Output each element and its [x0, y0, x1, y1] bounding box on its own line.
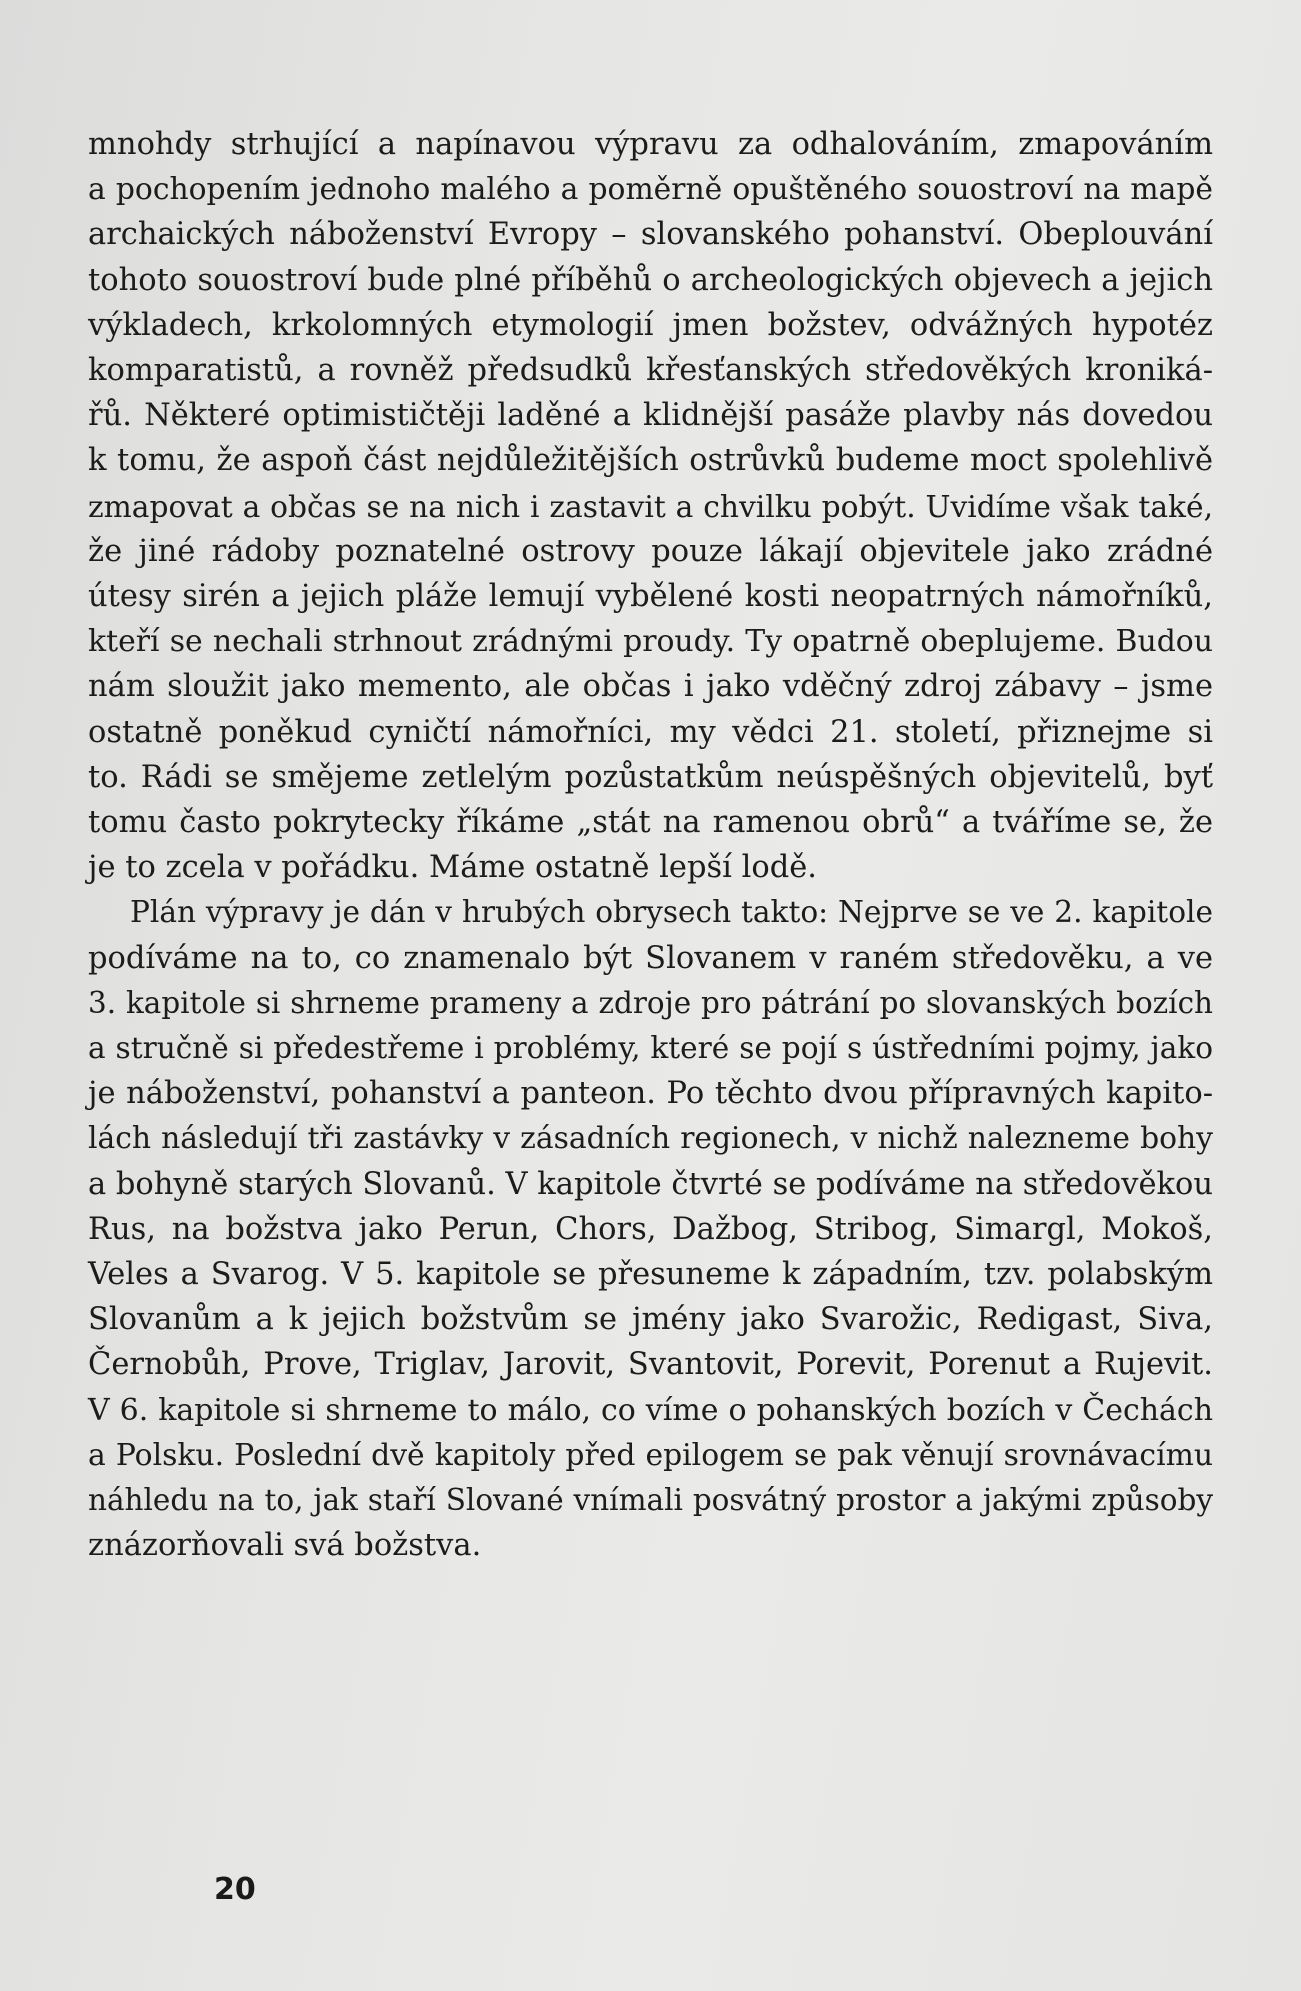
text-line: nám sloužit jako memento, ale občas i jako vděčný zdroj zábavy – jsme [88, 669, 1213, 705]
text-line: řů. Některé optimističtěji laděné a klidnější pasáže plavby nás dovedou [88, 398, 1213, 434]
text-line: komparatistů, a rovněž předsudků křesťanských středověkých kroniká- [88, 353, 1213, 389]
text-line: že jiné rádoby poznatelné ostrovy pouze lákají objevitele jako zrádné [88, 533, 1213, 569]
text-line: Veles a Svarog. V 5. kapitole se přesuneme k západním, tzv. polabským [88, 1257, 1213, 1293]
paragraph-2 [88, 890, 1213, 1568]
text-line: Černobůh, Prove, Triglav, Jarovit, Svantovit, Porevit, Porenut a Rujevit. [88, 1347, 1213, 1383]
text-line: kteří se nechali strhnout zrádnými proudy. Ty opatrně obeplujeme. Budou [88, 624, 1213, 660]
text-line: Plán výpravy je dán v hrubých obrysech takto: Nejprve se ve 2. kapitole [130, 895, 1213, 930]
page-number: 20 [214, 1872, 256, 1907]
body-text [88, 122, 1213, 1569]
text-line: je náboženství, pohanství a panteon. Po těchto dvou přípravných kapito- [88, 1076, 1213, 1112]
text-line: útesy sirén a jejich pláže lemují vybělené kosti neopatrných námořníků, [88, 579, 1213, 615]
paragraph-1 [88, 122, 1213, 890]
text-line: V 6. kapitole si shrneme to málo, co víme o pohanských bozích v Čechách [88, 1392, 1213, 1428]
text-line: je to zcela v pořádku. Máme ostatně lepší lodě. [88, 850, 817, 886]
text-line: a stručně si předestřeme i problémy, které se pojí s ústředními pojmy, jako [88, 1031, 1213, 1066]
text-line: mnohdy strhující a napínavou výpravu za odhalováním, zmapováním [88, 127, 1213, 162]
text-line: a bohyně starých Slovanů. V kapitole čtvrté se podíváme na středověkou [88, 1166, 1213, 1202]
text-line: k tomu, že aspoň část nejdůležitějších ostrůvků budeme moct spolehlivě [88, 443, 1213, 479]
text-line: Rus, na božstva jako Perun, Chors, Dažbog, Stribog, Simargl, Mokoš, [88, 1211, 1213, 1247]
text-line: to. Rádi se smějeme zetlelým pozůstatkům neúspěšných objevitelů, byť [88, 759, 1213, 795]
text-line: lách následují tři zastávky v zásadních regionech, v nichž nalezneme bohy [88, 1121, 1213, 1157]
text-line: archaických náboženství Evropy – slovanského pohanství. Obeplouvání [88, 217, 1213, 253]
text-line: podíváme na to, co znamenalo být Slovanem v raném středověku, a ve [88, 940, 1213, 976]
text-line: zmapovat a občas se na nich i zastavit a chvilku pobýt. Uvidíme však také, [88, 488, 1213, 524]
text-line: a pochopením jednoho malého a poměrně opuštěného souostroví na mapě [88, 172, 1213, 208]
text-line: náhledu na to, jak staří Slované vnímali posvátný prostor a jakými způsoby [88, 1483, 1213, 1518]
text-line: tohoto souostroví bude plné příběhů o archeologických objevech a jejich [88, 262, 1213, 298]
text-line: výkladech, krkolomných etymologií jmen božstev, odvážných hypotéz [88, 307, 1213, 343]
text-line: Slovanům a k jejich božstvům se jmény jako Svarožic, Redigast, Siva, [88, 1302, 1213, 1338]
text-line: tomu často pokrytecky říkáme „stát na ramenou obrů“ a tváříme se, že [88, 805, 1213, 841]
text-line: a Polsku. Poslední dvě kapitoly před epilogem se pak věnují srovnávacímu [88, 1437, 1213, 1473]
text-line: znázorňovali svá božstva. [88, 1528, 482, 1564]
text-line: 3. kapitole si shrneme prameny a zdroje pro pátrání po slovanských bozích [88, 985, 1213, 1020]
text-line: ostatně poněkud cyničtí námořníci, my vědci 21. století, přiznejme si [88, 714, 1213, 750]
